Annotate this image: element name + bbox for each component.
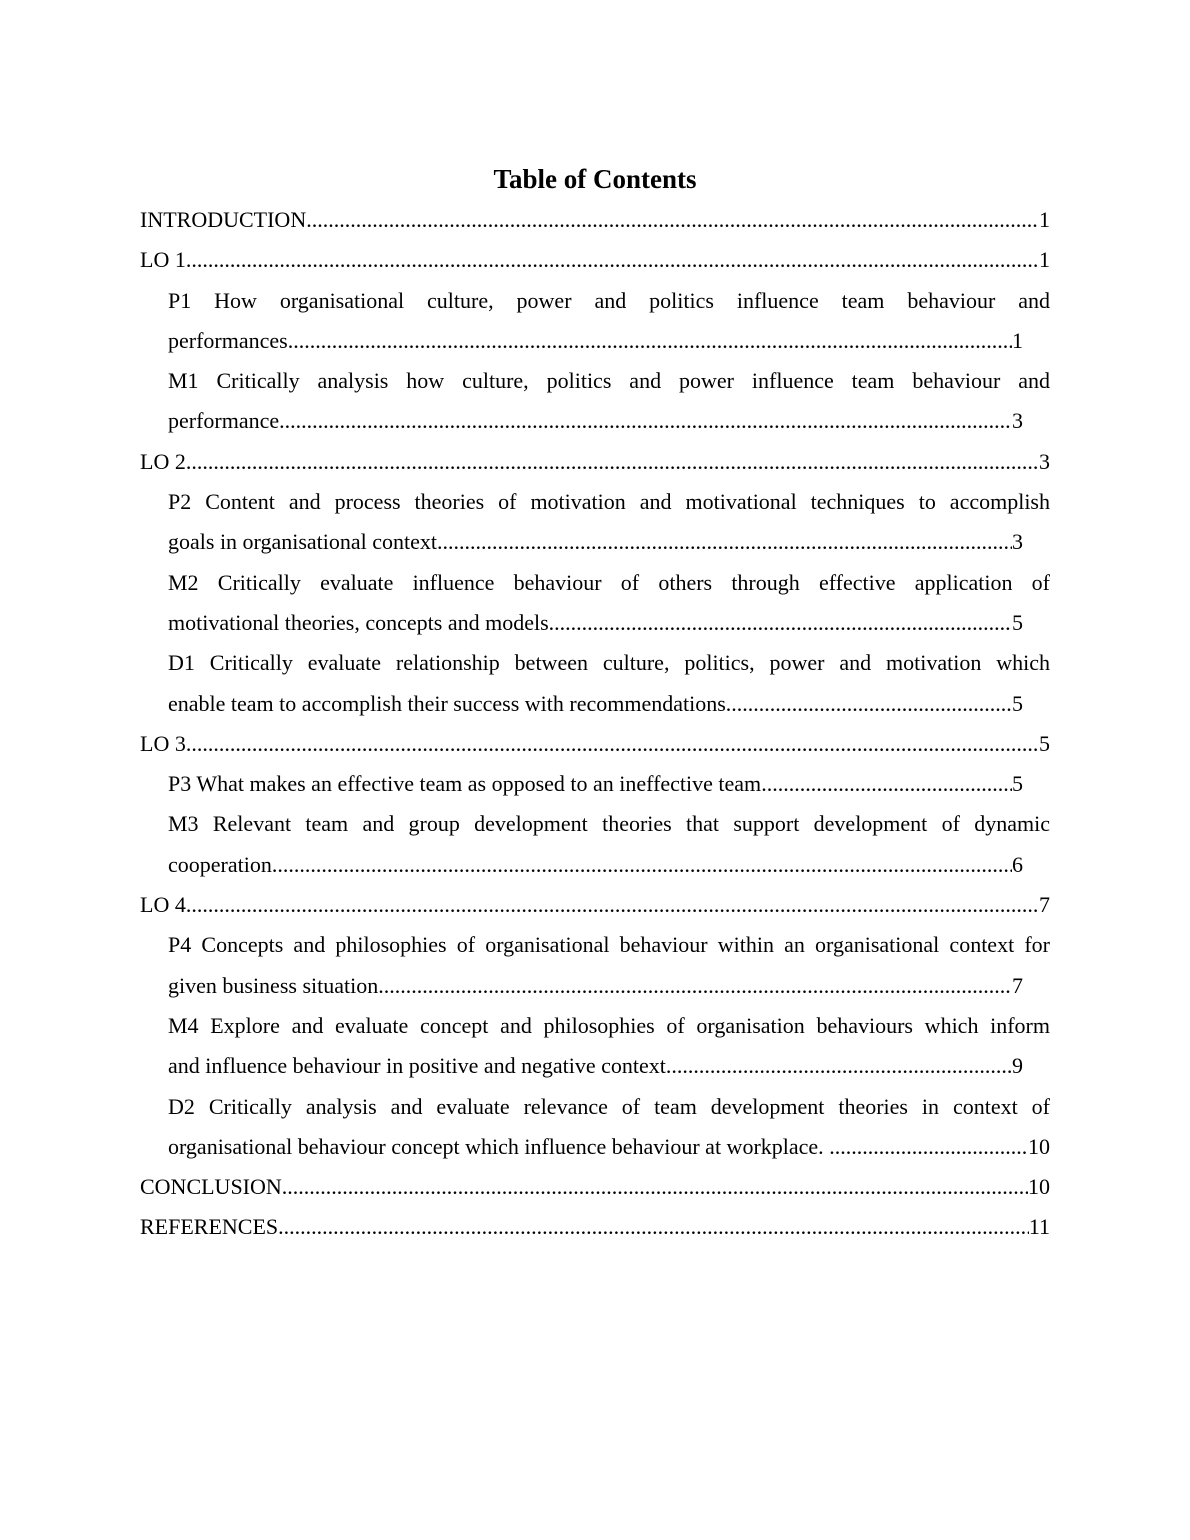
toc-entry-label: LO 3 <box>140 730 186 756</box>
toc-entry-d1[interactable] <box>168 643 1050 724</box>
toc-entry-label-line1: M4 Explore and evaluate concept and philosophies of organisation behaviours which inform <box>168 1012 1050 1038</box>
dot-leader <box>279 401 1012 441</box>
toc-page-number: 5 <box>1012 690 1023 716</box>
table-of-contents <box>140 200 1050 1248</box>
toc-page-number: 3 <box>1039 448 1050 474</box>
toc-entry-label: cooperation <box>168 851 272 877</box>
toc-entry-introduction[interactable] <box>140 200 1050 240</box>
dot-leader <box>186 885 1039 925</box>
toc-page-number: 9 <box>1012 1053 1023 1079</box>
dot-leader <box>549 603 1012 643</box>
dot-leader <box>726 684 1012 724</box>
dot-leader <box>272 845 1012 885</box>
toc-page-number: 6 <box>1012 851 1023 877</box>
dot-leader <box>186 724 1039 764</box>
toc-page-number: 5 <box>1012 609 1023 635</box>
toc-entry-lo1[interactable] <box>140 240 1050 280</box>
toc-entry-label: enable team to accomplish their success with recommendations <box>168 690 726 716</box>
toc-entry-label: INTRODUCTION <box>140 207 307 232</box>
toc-entry-p2[interactable] <box>168 482 1050 563</box>
toc-entry-label-line1: P2 Content and process theories of motivation and motivational techniques to accomplish <box>168 489 1050 515</box>
toc-entry-conclusion[interactable] <box>140 1167 1050 1207</box>
dot-leader <box>186 240 1039 280</box>
toc-entry-label-line1: M3 Relevant team and group development theories that support development of dynamic <box>168 811 1050 837</box>
dot-leader <box>278 1207 1029 1247</box>
dot-leader <box>829 1127 1028 1167</box>
dot-leader <box>761 764 1012 804</box>
toc-entry-label: given business situation <box>168 972 379 998</box>
toc-entry-label: organisational behaviour concept which influence behaviour at workplace. <box>168 1133 830 1159</box>
toc-entry-lo4[interactable] <box>140 885 1050 925</box>
toc-entry-lo3[interactable] <box>140 724 1050 764</box>
toc-entry-lo2[interactable] <box>140 442 1050 482</box>
toc-entry-label: REFERENCES <box>140 1214 279 1240</box>
toc-page-number: 5 <box>1012 771 1023 797</box>
toc-entry-label: CONCLUSION <box>140 1174 282 1200</box>
toc-page-number: 1 <box>1039 247 1050 273</box>
dot-leader <box>437 522 1012 562</box>
toc-entry-label-line1: M1 Critically analysis how culture, politics and power influence team behaviour and <box>168 368 1050 394</box>
toc-page-number: 3 <box>1012 408 1023 434</box>
toc-entry-label-line1: D2 Critically analysis and evaluate relevance of team development theories in context of <box>168 1093 1050 1119</box>
toc-page-number: 10 <box>1028 1133 1050 1159</box>
toc-page-number: 1 <box>1039 207 1050 232</box>
toc-entry-label: LO 2 <box>140 448 186 474</box>
toc-entry-label-line1: P1 How organisational culture, power and politics influence team behaviour and <box>168 287 1050 313</box>
toc-page-number: 10 <box>1028 1174 1050 1200</box>
toc-entry-label: performances <box>168 327 288 353</box>
toc-entry-m1[interactable] <box>168 361 1050 442</box>
toc-entry-label-line1: D1 Critically evaluate relationship between culture, politics, power and motivation which <box>168 650 1050 676</box>
toc-entry-p4[interactable] <box>168 925 1050 1006</box>
toc-entry-p3[interactable] <box>168 764 1050 804</box>
toc-entry-label: LO 4 <box>140 892 186 918</box>
toc-page-number: 11 <box>1028 1214 1050 1240</box>
toc-entry-label-line1: M2 Critically evaluate influence behaviour of others through effective application of <box>168 569 1050 595</box>
toc-entry-m2[interactable] <box>168 563 1050 644</box>
toc-entry-label: and influence behaviour in positive and negative context <box>168 1053 666 1079</box>
toc-page-number: 5 <box>1039 730 1050 756</box>
toc-entry-label-line1: P4 Concepts and philosophies of organisational behaviour within an organisational context for <box>168 932 1050 958</box>
toc-entry-label: P3 What makes an effective team as opposed to an ineffective team <box>168 771 762 797</box>
dot-leader <box>378 966 1012 1006</box>
toc-entry-m4[interactable] <box>168 1006 1050 1087</box>
dot-leader <box>288 321 1012 361</box>
dot-leader <box>186 442 1039 482</box>
toc-entry-label: performance <box>168 408 280 434</box>
toc-entry-label: motivational theories, concepts and models <box>168 609 549 635</box>
toc-page-number: 1 <box>1012 327 1023 353</box>
dot-leader <box>666 1046 1012 1086</box>
toc-page-number: 7 <box>1012 972 1023 998</box>
toc-entry-label: LO 1 <box>140 247 186 273</box>
dot-leader <box>282 1167 1028 1207</box>
toc-page-number: 7 <box>1039 892 1050 918</box>
page-title: Table of Contents <box>493 164 697 194</box>
toc-page-number: 3 <box>1012 529 1023 555</box>
toc-entry-d2[interactable] <box>168 1087 1050 1168</box>
toc-entry-references[interactable] <box>140 1207 1050 1247</box>
dot-leader <box>306 200 1039 240</box>
toc-entry-p1[interactable] <box>168 281 1050 362</box>
toc-entry-m3[interactable] <box>168 804 1050 885</box>
toc-entry-label: goals in organisational context <box>168 529 438 555</box>
